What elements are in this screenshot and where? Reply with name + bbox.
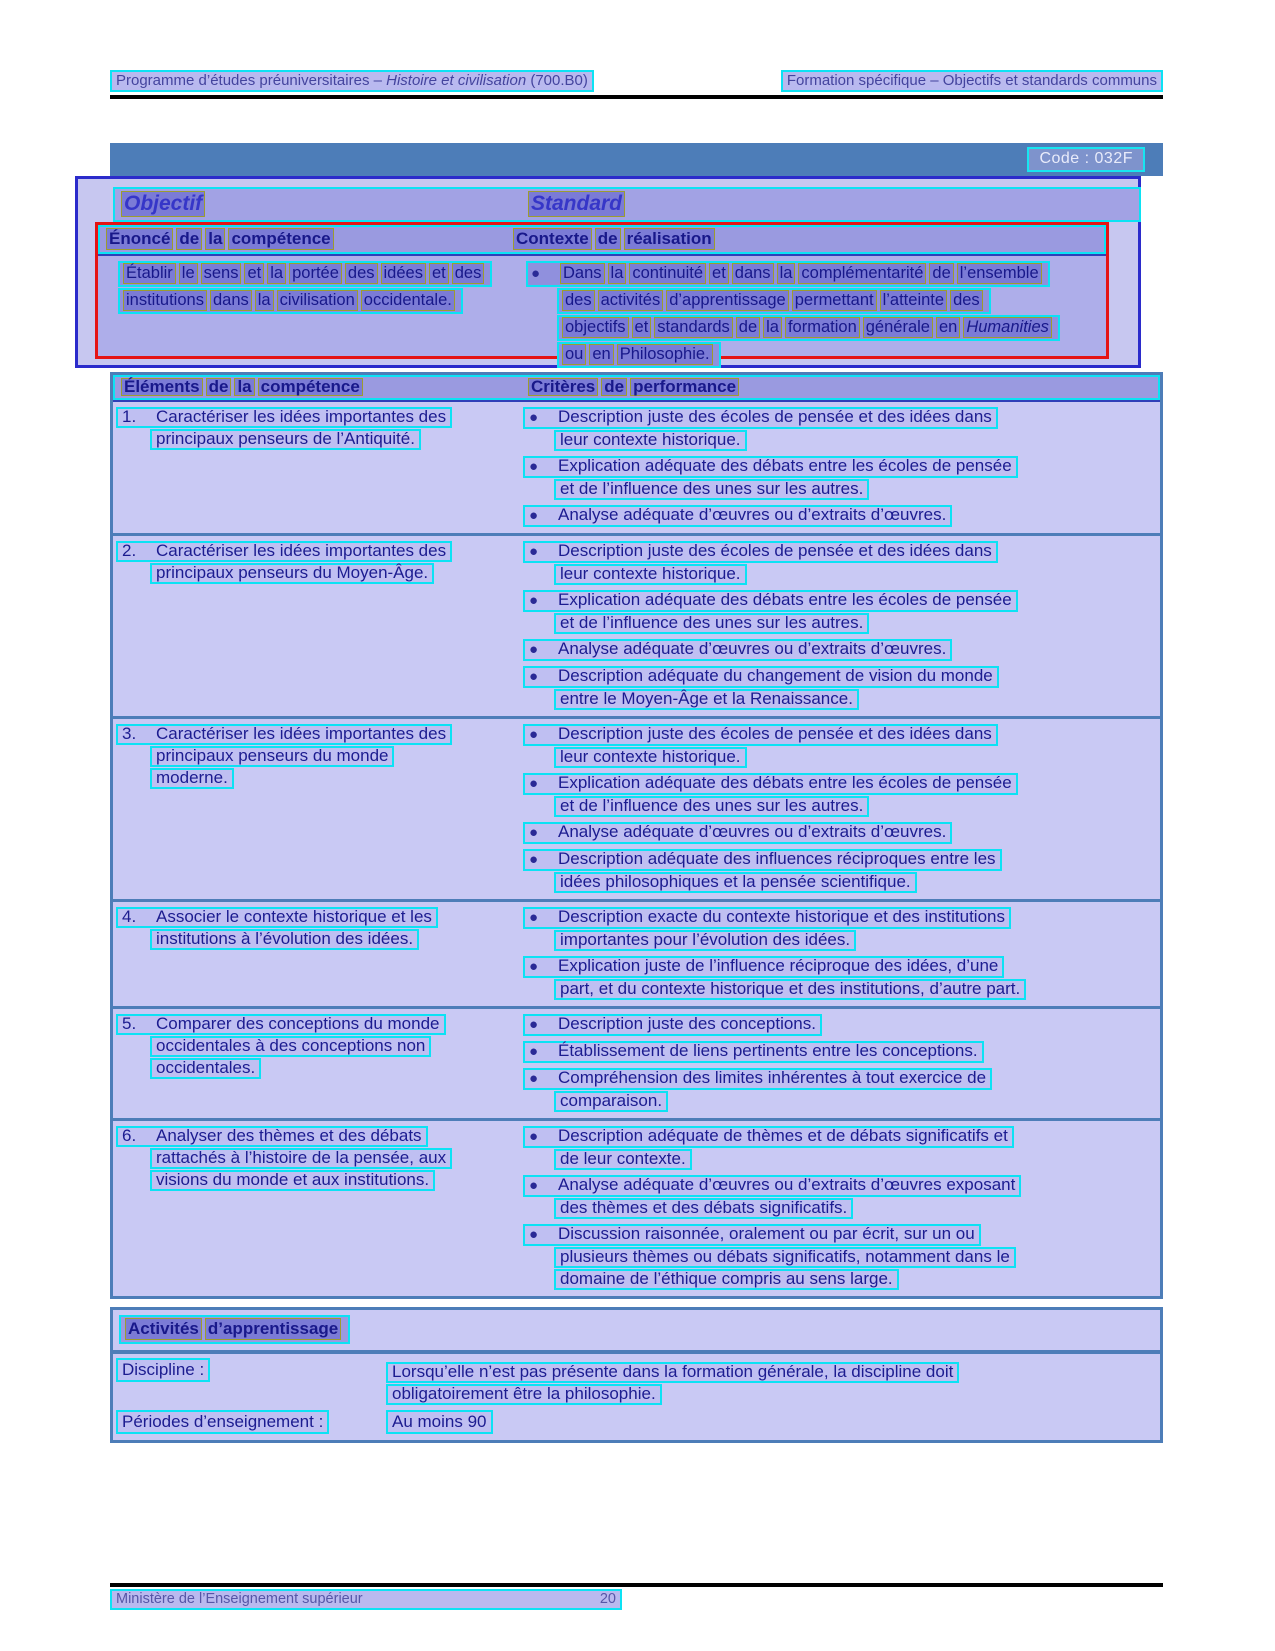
- element-line: principaux penseurs du Moyen-Âge.: [150, 563, 434, 584]
- element-cell: [113, 724, 523, 894]
- row-number: 3.: [122, 724, 137, 743]
- enonce-contexte-header: [98, 225, 1106, 254]
- bullet-icon: ●: [529, 507, 539, 524]
- code-badge: Code : 032F: [1027, 147, 1145, 172]
- enonce-text: [98, 261, 526, 369]
- critere-item: [523, 849, 1152, 893]
- critere-line: ● Compréhension des limites inhérentes à tout exercice de: [523, 1068, 992, 1090]
- critere-line: de leur contexte.: [554, 1149, 692, 1170]
- critere-item: [523, 956, 1152, 1000]
- bullet-icon: ●: [529, 1043, 539, 1060]
- critere-line: et de l’influence des unes sur les autres.: [554, 796, 869, 817]
- footer-rule: [110, 1583, 1163, 1587]
- objectif-standard-header: [113, 187, 1141, 222]
- critere-item: [523, 822, 1152, 844]
- criteres-cell: [523, 1014, 1160, 1113]
- competence-row: [113, 1006, 1160, 1118]
- critere-item: [523, 907, 1152, 951]
- standard-label: Standard: [528, 191, 628, 217]
- bullet-icon: ●: [529, 543, 539, 560]
- critere-line: leur contexte historique.: [554, 564, 747, 585]
- contexte-header: Contexte de réalisation: [513, 228, 718, 250]
- discipline-line: obligatoirement être la philosophie.: [386, 1384, 662, 1405]
- critere-line: domaine de l’éthique compris au sens large.: [554, 1269, 899, 1290]
- element-cell: [113, 407, 523, 528]
- critere-line: ● Description juste des écoles de pensée et des idées dans: [523, 724, 998, 746]
- bullet-icon: ●: [529, 958, 539, 975]
- critere-item: [523, 407, 1152, 451]
- bullet-icon: ●: [529, 1128, 539, 1145]
- element-line: 2. Caractériser les idées importantes des: [116, 541, 452, 562]
- critere-line: ● Explication juste de l’influence réciproque des idées, d’une: [523, 956, 1004, 978]
- critere-line: ● Discussion raisonnée, oralement ou par écrit, sur un ou: [523, 1224, 981, 1246]
- critere-line: ● Analyse adéquate d’œuvres ou d’extraits d’œuvres.: [523, 505, 952, 527]
- critere-line: leur contexte historique.: [554, 430, 747, 451]
- critere-item: [523, 773, 1152, 817]
- bullet-icon: ●: [529, 775, 539, 792]
- critere-line: importantes pour l’évolution des idées.: [554, 930, 856, 951]
- element-line: visions du monde et aux institutions.: [150, 1170, 435, 1191]
- critere-line: et de l’influence des unes sur les autres.: [554, 479, 869, 500]
- page-footer: [110, 1589, 622, 1610]
- critere-line: ● Description exacte du contexte historique et des institutions: [523, 907, 1011, 929]
- criteres-cell: [523, 724, 1160, 894]
- element-line: principaux penseurs du monde: [150, 746, 394, 767]
- critere-item: [523, 1224, 1152, 1290]
- critere-line: idées philosophiques et la pensée scientifique.: [554, 872, 917, 893]
- competence-row: [113, 533, 1160, 716]
- critere-line: plusieurs thèmes ou débats significatifs, notamment dans le: [554, 1247, 1016, 1268]
- bullet-icon: ●: [529, 668, 539, 685]
- element-line: 4. Associer le contexte historique et les: [116, 907, 438, 928]
- element-line: principaux penseurs de l’Antiquité.: [150, 429, 421, 450]
- critere-item: [523, 1041, 1152, 1063]
- element-line: 3. Caractériser les idées importantes des: [116, 724, 452, 745]
- row-number: 4.: [122, 907, 137, 926]
- discipline-label: Discipline :: [116, 1358, 210, 1382]
- critere-line: ● Explication adéquate des débats entre les écoles de pensée: [523, 773, 1018, 795]
- element-line: rattachés à l’histoire de la pensée, aux: [150, 1148, 452, 1169]
- activites-box: [110, 1307, 1163, 1353]
- bullet-icon: ●: [531, 265, 541, 282]
- bullet-icon: ●: [529, 641, 539, 658]
- competence-row: [113, 899, 1160, 1006]
- critere-line: ● Description adéquate du changement de vision du monde: [523, 666, 999, 688]
- critere-item: [523, 1126, 1152, 1170]
- contexte-line: objectifs et standards de la formation générale en Humanities: [557, 315, 1060, 341]
- critere-line: ● Établissement de liens pertinents entre les conceptions.: [523, 1041, 984, 1063]
- discipline-text: [386, 1362, 1160, 1406]
- bullet-icon: ●: [529, 409, 539, 426]
- bullet-icon: ●: [529, 1070, 539, 1087]
- discipline-line: Lorsqu’elle n’est pas présente dans la formation générale, la discipline doit: [386, 1362, 959, 1383]
- critere-item: [523, 456, 1152, 500]
- critere-line: ● Explication adéquate des débats entre les écoles de pensée: [523, 590, 1018, 612]
- competence-row: [113, 402, 1160, 533]
- objectif-standard-panel: [75, 176, 1141, 368]
- element-line: 1. Caractériser les idées importantes des: [116, 407, 452, 428]
- periodes-value: Au moins 90: [386, 1410, 493, 1434]
- discipline-row: [113, 1362, 1160, 1406]
- element-cell: [113, 1126, 523, 1291]
- periodes-row: [113, 1414, 1160, 1430]
- contexte-text: [526, 261, 1106, 369]
- title-banner: [110, 143, 1163, 176]
- element-cell: [113, 541, 523, 711]
- critere-line: ● Analyse adéquate d’œuvres ou d’extraits d’œuvres.: [523, 639, 952, 661]
- critere-item: [523, 724, 1152, 768]
- elements-header: Éléments de la compétence: [121, 378, 528, 396]
- critere-line: ● Description adéquate de thèmes et de débats significatifs et: [523, 1126, 1014, 1148]
- footer-text: Ministère de l’Enseignement supérieur: [116, 1591, 363, 1607]
- elements-table: [110, 372, 1163, 1299]
- critere-item: [523, 541, 1152, 585]
- critere-line: ● Description juste des écoles de pensée et des idées dans: [523, 407, 998, 429]
- critere-line: ● Analyse adéquate d’œuvres ou d’extraits d’œuvres.: [523, 822, 952, 844]
- page-running-header: [110, 70, 1163, 92]
- criteres-cell: [523, 907, 1160, 1001]
- critere-item: [523, 590, 1152, 634]
- critere-item: [523, 666, 1152, 710]
- critere-line: entre le Moyen-Âge et la Renaissance.: [554, 689, 859, 710]
- row-number: 2.: [122, 541, 137, 560]
- critere-line: des thèmes et des débats significatifs.: [554, 1198, 853, 1219]
- critere-line: ● Description adéquate des influences réciproques entre les: [523, 849, 1002, 871]
- objectif-label: Objectif: [121, 191, 528, 217]
- criteres-cell: [523, 541, 1160, 711]
- bullet-icon: ●: [529, 1016, 539, 1033]
- critere-line: et de l’influence des unes sur les autres.: [554, 613, 869, 634]
- contexte-line: ou en Philosophie.: [557, 342, 721, 368]
- critere-line: part, et du contexte historique et des institutions, d’autre part.: [554, 979, 1026, 1000]
- criteres-cell: [523, 407, 1160, 528]
- critere-line: ● Explication adéquate des débats entre les écoles de pensée: [523, 456, 1018, 478]
- row-number: 5.: [122, 1014, 137, 1033]
- element-line: occidentales à des conceptions non: [150, 1036, 431, 1057]
- critere-item: [523, 1014, 1152, 1036]
- critere-line: ● Description juste des écoles de pensée et des idées dans: [523, 541, 998, 563]
- bullet-icon: ●: [529, 458, 539, 475]
- enonce-line: institutions dans la civilisation occidentale.: [118, 288, 463, 314]
- contexte-line: des activités d’apprentissage permettant l’atteinte des: [557, 288, 991, 314]
- competence-row: [113, 1118, 1160, 1296]
- bullet-icon: ●: [529, 851, 539, 868]
- critere-line: comparaison.: [554, 1091, 668, 1112]
- critere-item: [523, 505, 1152, 527]
- element-cell: [113, 1014, 523, 1113]
- header-rule: [110, 95, 1163, 99]
- elements-rows: [113, 402, 1160, 1296]
- row-number: 1.: [122, 407, 137, 426]
- enonce-line: Établir le sens et la portée des idées et des: [118, 261, 492, 287]
- bullet-icon: ●: [529, 824, 539, 841]
- element-line: 5. Comparer des conceptions du monde: [116, 1014, 446, 1035]
- critere-item: [523, 639, 1152, 661]
- criteres-header: Critères de performance: [528, 378, 742, 396]
- running-header-left: Programme d’études préuniversitaires – Histoire et civilisation (700.B0): [110, 70, 594, 92]
- competence-row: [113, 716, 1160, 899]
- critere-line: ● Analyse adéquate d’œuvres ou d’extraits d’œuvres exposant: [523, 1175, 1021, 1197]
- competence-statement-box: [95, 222, 1109, 363]
- row-number: 6.: [122, 1126, 137, 1145]
- element-line: occidentales.: [150, 1058, 261, 1079]
- element-line: moderne.: [150, 768, 234, 789]
- element-cell: [113, 907, 523, 1001]
- bullet-icon: ●: [529, 1226, 539, 1243]
- bullet-icon: ●: [529, 909, 539, 926]
- element-line: institutions à l’évolution des idées.: [150, 929, 419, 950]
- enonce-contexte-body: [98, 256, 1106, 369]
- activites-header: Activités d’apprentissage: [119, 1315, 350, 1344]
- bullet-icon: ●: [529, 726, 539, 743]
- running-header-right: Formation spécifique – Objectifs et standards communs: [781, 70, 1163, 92]
- element-line: 6. Analyser des thèmes et des débats: [116, 1126, 428, 1147]
- elements-criteres-header: [113, 375, 1160, 400]
- periodes-label: Périodes d’enseignement :: [116, 1410, 329, 1434]
- contexte-line: ● Dans la continuité et dans la complémentarité de l’ensemble: [526, 261, 1050, 287]
- critere-item: [523, 1068, 1152, 1112]
- bullet-icon: ●: [529, 592, 539, 609]
- critere-line: leur contexte historique.: [554, 747, 747, 768]
- activites-details-box: [110, 1351, 1163, 1443]
- critere-line: ● Description juste des conceptions.: [523, 1014, 822, 1036]
- criteres-cell: [523, 1126, 1160, 1291]
- critere-item: [523, 1175, 1152, 1219]
- enonce-header: Énoncé de la compétence: [106, 228, 513, 250]
- bullet-icon: ●: [529, 1177, 539, 1194]
- page-number: 20: [599, 1591, 616, 1607]
